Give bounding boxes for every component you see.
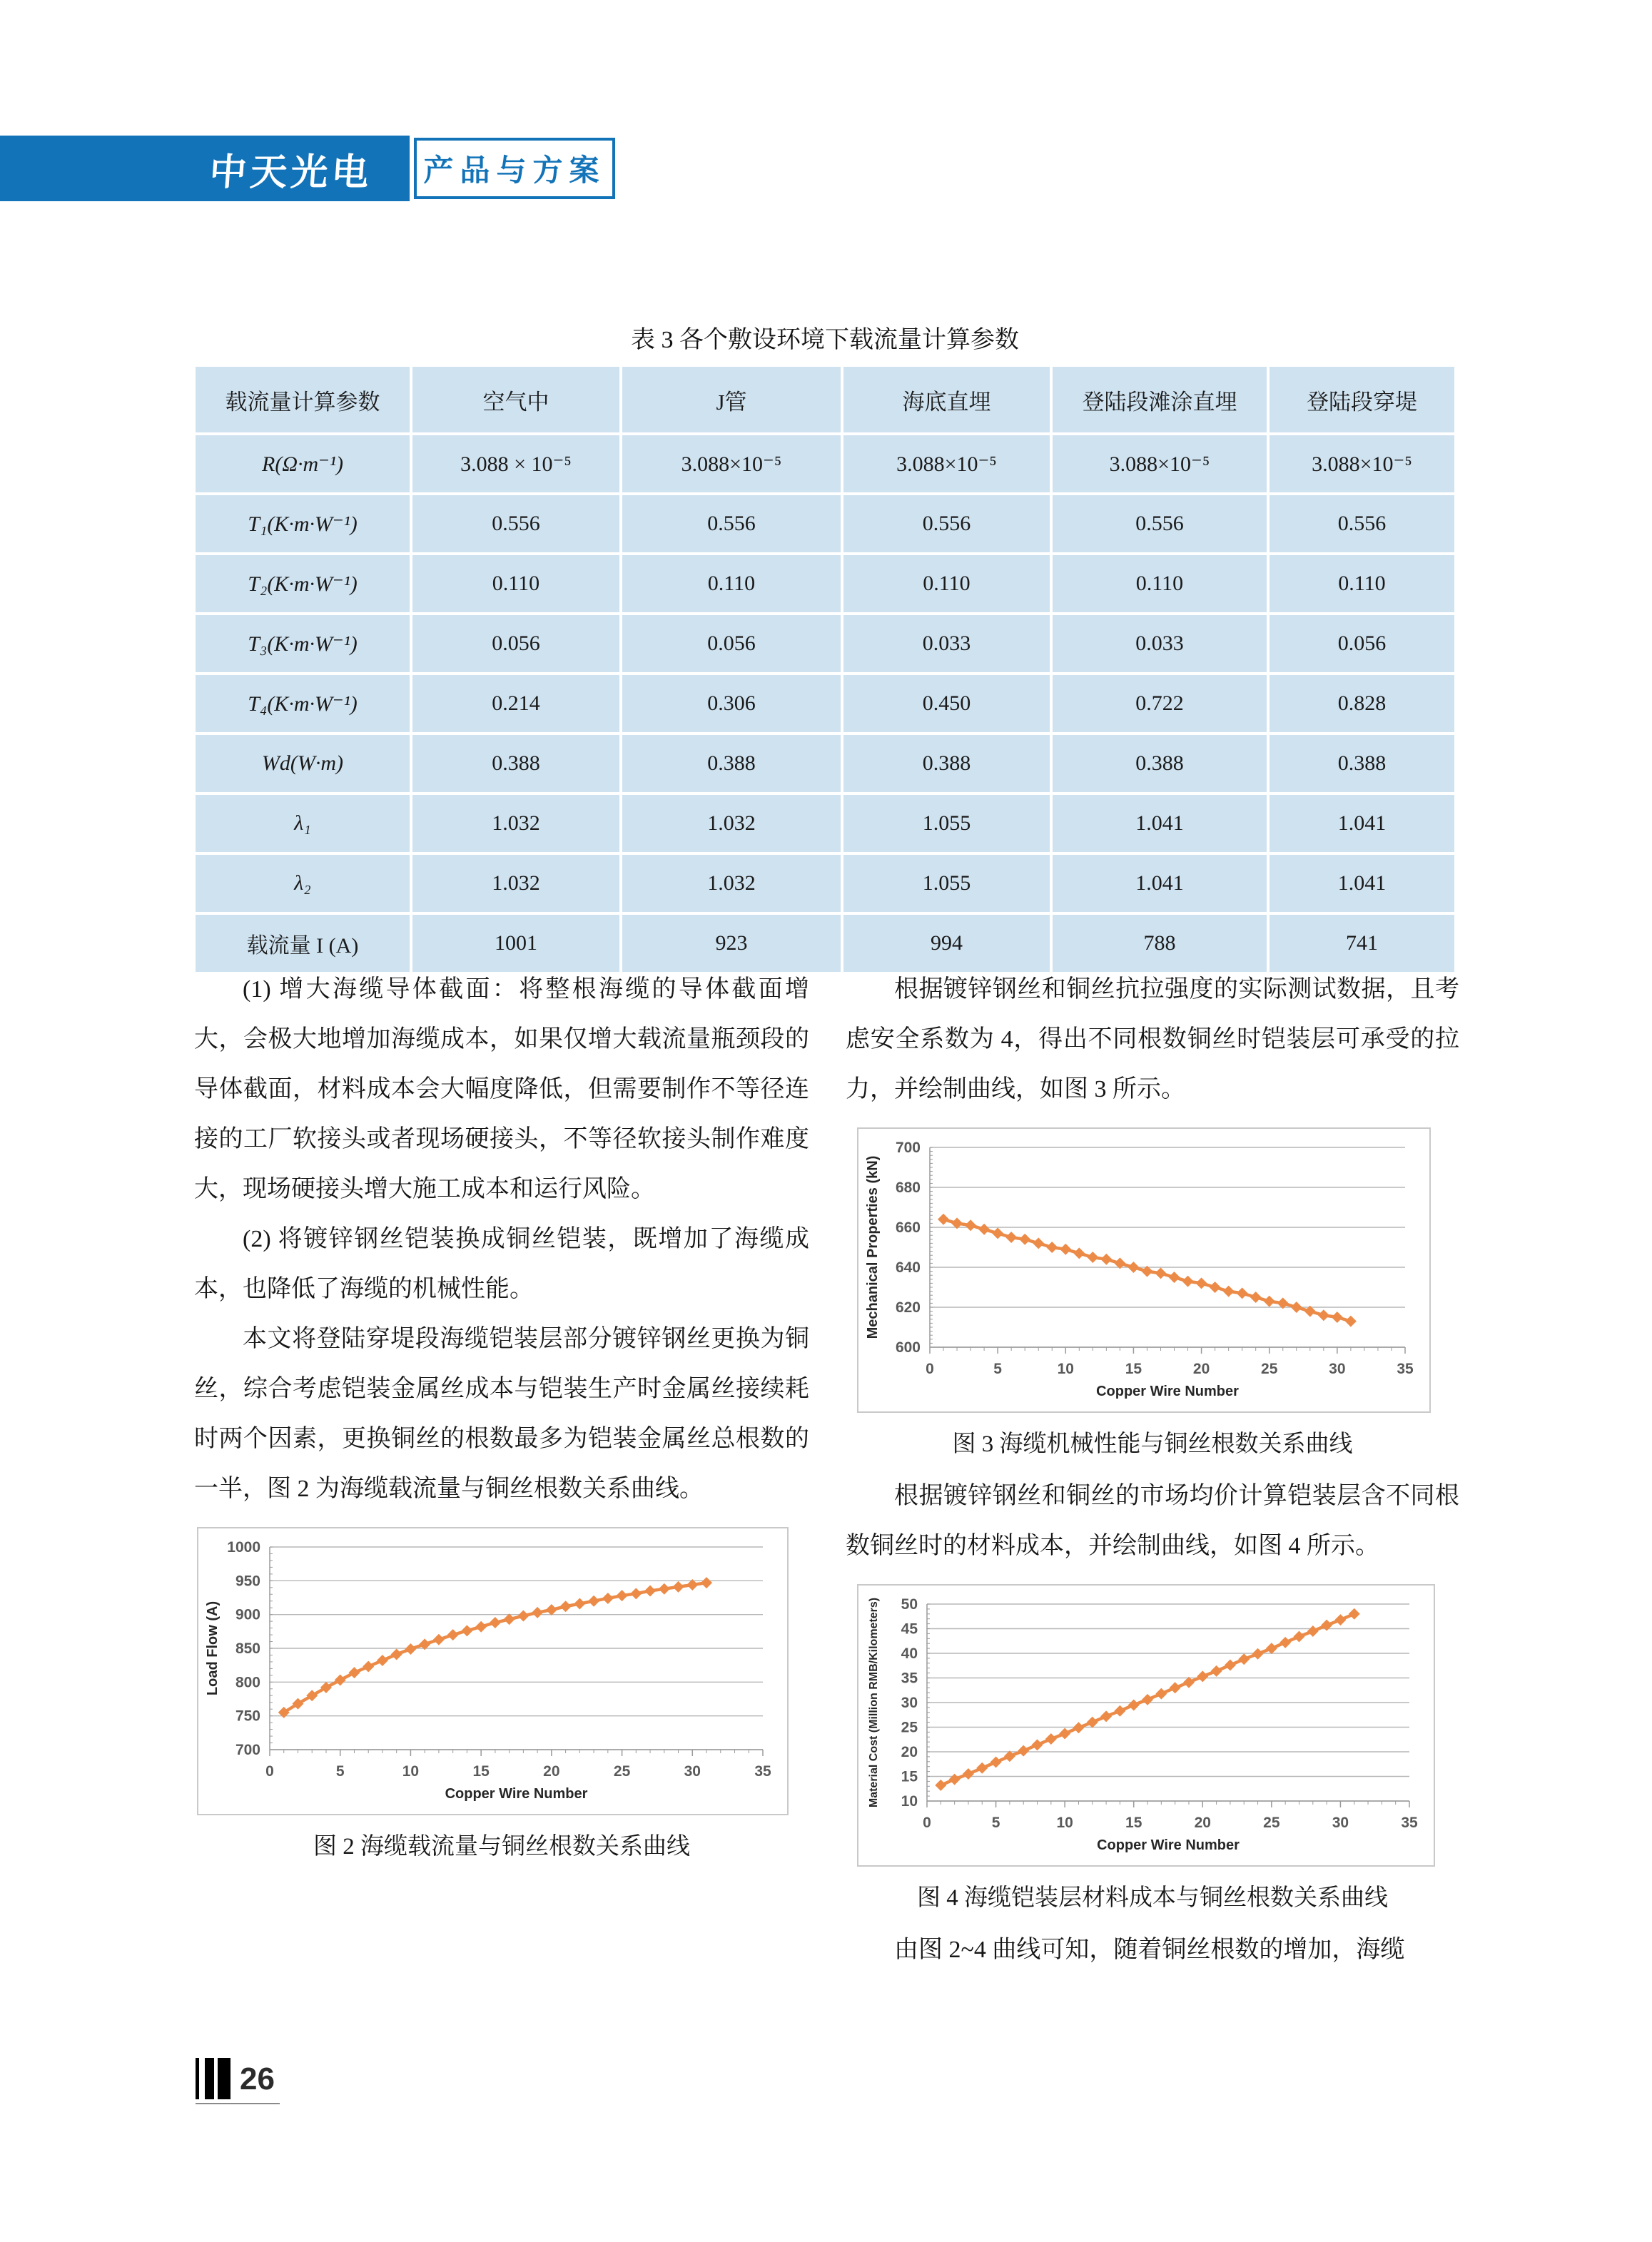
svg-text:25: 25 — [613, 1763, 631, 1780]
brand-logo: 中天光电 — [208, 151, 374, 193]
value-cell: 923 — [621, 913, 842, 973]
svg-text:5: 5 — [993, 1361, 1002, 1377]
value-cell: 0.306 — [621, 674, 842, 734]
param-cell: λ₂ — [194, 853, 411, 913]
figure2-caption: 图 2 海缆载流量与铜丝根数关系曲线 — [313, 1834, 690, 1860]
table-row — [194, 674, 1456, 734]
value-cell: 0.033 — [1051, 614, 1268, 674]
table-row — [194, 554, 1456, 614]
table-row — [194, 494, 1456, 554]
page-footer — [196, 2058, 280, 2104]
fig4-svg — [858, 1586, 1434, 1865]
value-cell: 0.828 — [1268, 674, 1456, 734]
footer-bar-icon — [218, 2058, 230, 2099]
value-cell: 1.032 — [621, 853, 842, 913]
value-cell: 0.556 — [842, 494, 1051, 554]
value-cell: 0.056 — [411, 614, 621, 674]
value-cell: 1.032 — [411, 793, 621, 853]
table-row — [194, 734, 1456, 793]
paragraph: 根据镀锌钢丝和铜丝的市场均价计算铠装层含不同根数铜丝时的材料成本，并绘制曲线，如图 4 所示。 — [846, 1483, 1459, 1559]
column-header: 载流量计算参数 — [194, 365, 411, 434]
value-cell: 0.556 — [411, 494, 621, 554]
header-bar — [0, 136, 618, 201]
section-tab — [414, 138, 615, 199]
value-cell: 3.088 × 10⁻⁵ — [411, 434, 621, 494]
svg-text:Copper Wire Number: Copper Wire Number — [1096, 1384, 1239, 1399]
value-cell: 1.032 — [411, 853, 621, 913]
figure2-load-flow-chart — [197, 1527, 789, 1815]
svg-text:25: 25 — [901, 1719, 918, 1736]
svg-text:10: 10 — [402, 1763, 420, 1780]
svg-text:0: 0 — [926, 1361, 934, 1377]
svg-text:5: 5 — [991, 1815, 1000, 1831]
paragraph: 由图 2~4 曲线可知，随着铜丝根数的增加，海缆 — [894, 1937, 1405, 1963]
value-cell: 0.110 — [621, 554, 842, 614]
svg-text:10: 10 — [1057, 1361, 1074, 1377]
svg-text:950: 950 — [235, 1573, 260, 1590]
figure3-mechanical-properties-chart — [857, 1127, 1431, 1413]
svg-text:Load Flow (A): Load Flow (A) — [205, 1601, 221, 1696]
figure4-material-cost-chart — [857, 1584, 1435, 1867]
value-cell: 0.110 — [411, 554, 621, 614]
value-cell: 0.388 — [1051, 734, 1268, 793]
svg-text:35: 35 — [901, 1670, 918, 1687]
svg-text:900: 900 — [235, 1606, 260, 1623]
svg-text:Copper Wire Number: Copper Wire Number — [445, 1786, 588, 1802]
figure4-caption: 图 4 海缆铠装层材料成本与铜丝根数关系曲线 — [917, 1885, 1388, 1911]
table-row — [194, 793, 1456, 853]
value-cell: 0.214 — [411, 674, 621, 734]
value-cell: 1.041 — [1051, 793, 1268, 853]
table-row — [194, 614, 1456, 674]
svg-text:20: 20 — [1194, 1815, 1211, 1831]
value-cell: 3.088×10⁻⁵ — [1051, 434, 1268, 494]
value-cell: 0.110 — [1051, 554, 1268, 614]
value-cell: 0.722 — [1051, 674, 1268, 734]
value-cell: 788 — [1051, 913, 1268, 973]
page-number: 26 — [240, 2061, 275, 2096]
param-cell: T₄(K·m·W⁻¹) — [194, 674, 411, 734]
svg-text:660: 660 — [895, 1219, 921, 1236]
column-header: 空气中 — [411, 365, 621, 434]
svg-text:700: 700 — [235, 1742, 260, 1758]
table-header-row — [194, 365, 1456, 434]
body-left-column — [194, 965, 809, 1874]
paragraph: (2) 将镀锌钢丝铠装换成铜丝铠装，既增加了海缆成本，也降低了海缆的机械性能。 — [194, 1226, 809, 1302]
column-header: 登陆段穿堤 — [1268, 365, 1456, 434]
param-cell: λ₁ — [194, 793, 411, 853]
svg-text:750: 750 — [235, 1708, 260, 1725]
value-cell: 0.388 — [621, 734, 842, 793]
value-cell: 1.055 — [842, 793, 1051, 853]
svg-text:800: 800 — [235, 1674, 260, 1691]
section-tab-label: 产品与方案 — [423, 153, 606, 187]
svg-text:850: 850 — [235, 1640, 260, 1657]
value-cell: 0.388 — [411, 734, 621, 793]
svg-text:Mechanical Properties (kN): Mechanical Properties (kN) — [865, 1155, 881, 1339]
svg-text:40: 40 — [901, 1645, 918, 1662]
svg-text:10: 10 — [901, 1793, 918, 1810]
svg-text:15: 15 — [1125, 1361, 1142, 1377]
svg-text:1000: 1000 — [227, 1539, 260, 1556]
svg-text:600: 600 — [895, 1339, 921, 1356]
svg-text:15: 15 — [901, 1768, 918, 1785]
value-cell: 0.388 — [842, 734, 1051, 793]
value-cell: 1.041 — [1268, 793, 1456, 853]
table-row — [194, 434, 1456, 494]
value-cell: 994 — [842, 913, 1051, 973]
value-cell: 0.110 — [1268, 554, 1456, 614]
svg-text:0: 0 — [923, 1815, 931, 1831]
fig3-svg — [858, 1129, 1429, 1411]
table-title: 表 3 各个敷设环境下载流量计算参数 — [631, 327, 1019, 353]
value-cell: 1.055 — [842, 853, 1051, 913]
paragraph: 本文将登陆穿堤段海缆铠装层部分镀锌钢丝更换为铜丝，综合考虑铠装金属丝成本与铠装生产时金属丝接续耗时两个因素，更换铜丝的根数最多为铠装金属丝总根数的一半，图 2 为海缆载流量与铜丝根数关系曲线。 — [194, 1326, 809, 1502]
paragraph: 根据镀锌钢丝和铜丝抗拉强度的实际测试数据，且考虑安全系数为 4，得出不同根数铜丝时铠装层可承受的拉力，并绘制曲线，如图 3 所示。 — [846, 976, 1459, 1102]
svg-text:20: 20 — [543, 1763, 560, 1780]
param-cell: T₂(K·m·W⁻¹) — [194, 554, 411, 614]
column-header: J管 — [621, 365, 842, 434]
value-cell: 1.032 — [621, 793, 842, 853]
svg-text:5: 5 — [335, 1763, 345, 1780]
svg-text:680: 680 — [895, 1180, 921, 1196]
svg-text:0: 0 — [265, 1763, 274, 1780]
value-cell: 0.110 — [842, 554, 1051, 614]
svg-text:Material Cost (Million RMB/Kil: Material Cost (Million RMB/Kilometers) — [868, 1597, 880, 1808]
value-cell: 0.033 — [842, 614, 1051, 674]
value-cell: 3.088×10⁻⁵ — [621, 434, 842, 494]
paragraph: (1) 增大海缆导体截面：将整根海缆的导体截面增大，会极大地增加海缆成本，如果仅增大载流量瓶颈段的导体截面，材料成本会大幅度降低，但需要制作不等径连接的工厂软接头或者现场硬接头，不等径软接头制作难度大，现场硬接头增大施工成本和运行风险。 — [194, 976, 809, 1202]
param-cell: R(Ω·m⁻¹) — [194, 434, 411, 494]
value-cell: 1.041 — [1268, 853, 1456, 913]
body-right-column — [846, 965, 1459, 1975]
value-cell: 0.056 — [621, 614, 842, 674]
svg-text:35: 35 — [1397, 1361, 1414, 1377]
value-cell: 0.556 — [1268, 494, 1456, 554]
svg-text:700: 700 — [895, 1140, 921, 1156]
svg-text:20: 20 — [1192, 1361, 1210, 1377]
svg-text:620: 620 — [895, 1299, 921, 1316]
svg-text:15: 15 — [472, 1763, 490, 1780]
table-body — [194, 434, 1456, 973]
svg-text:15: 15 — [1125, 1815, 1142, 1831]
value-cell: 1.041 — [1051, 853, 1268, 913]
value-cell: 0.388 — [1268, 734, 1456, 793]
column-header: 海底直埋 — [842, 365, 1051, 434]
fig2-svg — [198, 1528, 787, 1814]
value-cell: 1001 — [411, 913, 621, 973]
value-cell: 3.088×10⁻⁵ — [1268, 434, 1456, 494]
svg-text:30: 30 — [1332, 1815, 1349, 1831]
value-cell: 3.088×10⁻⁵ — [842, 434, 1051, 494]
value-cell: 741 — [1268, 913, 1456, 973]
param-cell: 载流量 I (A) — [194, 913, 411, 973]
svg-text:640: 640 — [895, 1259, 921, 1276]
svg-text:20: 20 — [901, 1744, 918, 1760]
figure3-caption: 图 3 海缆机械性能与铜丝根数关系曲线 — [952, 1431, 1353, 1457]
value-cell: 0.450 — [842, 674, 1051, 734]
parameters-table — [194, 365, 1456, 973]
value-cell: 0.056 — [1268, 614, 1456, 674]
param-cell: T₃(K·m·W⁻¹) — [194, 614, 411, 674]
svg-text:30: 30 — [1329, 1361, 1346, 1377]
svg-text:35: 35 — [1401, 1815, 1418, 1831]
column-header: 登陆段滩涂直埋 — [1051, 365, 1268, 434]
header-blue-band — [0, 136, 410, 201]
svg-text:25: 25 — [1263, 1815, 1280, 1831]
value-cell: 0.556 — [1051, 494, 1268, 554]
svg-text:10: 10 — [1056, 1815, 1073, 1831]
svg-text:Copper Wire Number: Copper Wire Number — [1097, 1837, 1240, 1853]
svg-text:25: 25 — [1261, 1361, 1278, 1377]
svg-text:30: 30 — [901, 1695, 918, 1711]
footer-bar-icon — [205, 2058, 214, 2099]
svg-text:45: 45 — [901, 1620, 918, 1638]
table-row — [194, 853, 1456, 913]
value-cell: 0.556 — [621, 494, 842, 554]
svg-text:50: 50 — [901, 1596, 918, 1613]
svg-text:35: 35 — [754, 1763, 771, 1780]
param-cell: Wd(W·m) — [194, 734, 411, 793]
svg-text:30: 30 — [684, 1763, 701, 1780]
footer-bar-icon — [196, 2058, 199, 2099]
param-cell: T₁(K·m·W⁻¹) — [194, 494, 411, 554]
